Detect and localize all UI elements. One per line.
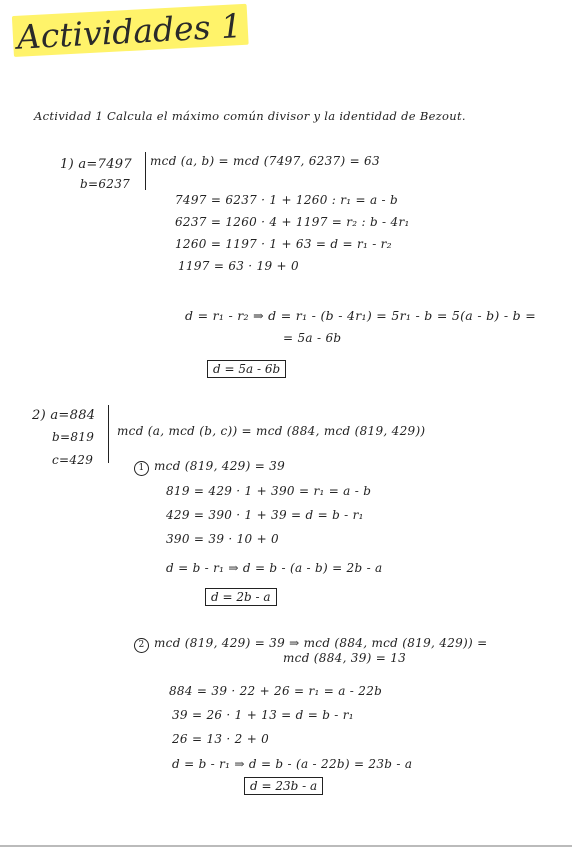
page-bottom-edge [0,845,572,847]
p1-step-2: 6237 = 1260 · 4 + 1197 = r₂ : b - 4r₁ [175,215,410,229]
p1-var-b: b=6237 [80,177,131,191]
activity-statement: Actividad 1 Calcula el máximo común divisor y la identidad de Bezout. [34,109,466,123]
p2-sub1-result-box: d = 2b - a [205,588,277,606]
p2-sub1-derivation: d = b - r₁ ⇒ d = b - (a - b) = 2b - a [166,561,383,575]
p2-mcd-statement: mcd (a, mcd (b, c)) = mcd (884, mcd (819, 429)) [117,424,426,438]
p2-sub1-step-1: 819 = 429 · 1 + 390 = r₁ = a - b [166,484,372,498]
p1-step-1: 7497 = 6237 · 1 + 1260 : r₁ = a - b [175,193,398,207]
p1-step-3: 1260 = 1197 · 1 + 63 = d = r₁ - r₂ [175,237,392,251]
step-number-2: 2 [134,638,149,653]
p2-sub2-step-1: 884 = 39 · 22 + 26 = r₁ = a - 22b [169,684,383,698]
p2-sub2-step-2: 39 = 26 · 1 + 13 = d = b - r₁ [172,708,354,722]
p1-var-a: 1) a=7497 [60,157,132,172]
p2-sub1-step-3: 390 = 39 · 10 + 0 [166,532,279,546]
p2-sub2-heading-text: mcd (819, 429) = 39 ⇒ mcd (884, mcd (819, 429)) = [154,636,488,650]
p1-step-4: 1197 = 63 · 19 + 0 [178,259,299,273]
p2-sub2-derivation: d = b - r₁ ⇒ d = b - (a - 22b) = 23b - a [172,757,413,771]
p2-sub1-heading [134,459,285,476]
p1-mcd-statement: mcd (a, b) = mcd (7497, 6237) = 63 [150,154,380,168]
p2-var-c: c=429 [52,453,94,467]
p2-var-a: 2) a=884 [32,408,96,423]
p2-sub2-heading-line-2: mcd (884, 39) = 13 [283,651,407,665]
p2-brace [108,405,109,463]
p1-result-box: d = 5a - 6b [207,360,286,378]
p2-var-b: b=819 [52,430,95,444]
p1-derivation-line-1: d = r₁ - r₂ ⇒ d = r₁ - (b - 4r₁) = 5r₁ - b = 5(a - b) - b = [185,308,537,323]
p1-brace [145,152,146,190]
step-number-1: 1 [134,461,149,476]
p2-sub2-step-3: 26 = 13 · 2 + 0 [172,732,270,746]
p2-sub2-result-box: d = 23b - a [244,777,323,795]
p2-sub1-step-2: 429 = 390 · 1 + 39 = d = b - r₁ [166,508,364,522]
p2-sub1-heading-text: mcd (819, 429) = 39 [154,459,286,473]
page-title: Actividades 1 [12,4,249,57]
p1-derivation-line-2: = 5a - 6b [283,331,342,345]
